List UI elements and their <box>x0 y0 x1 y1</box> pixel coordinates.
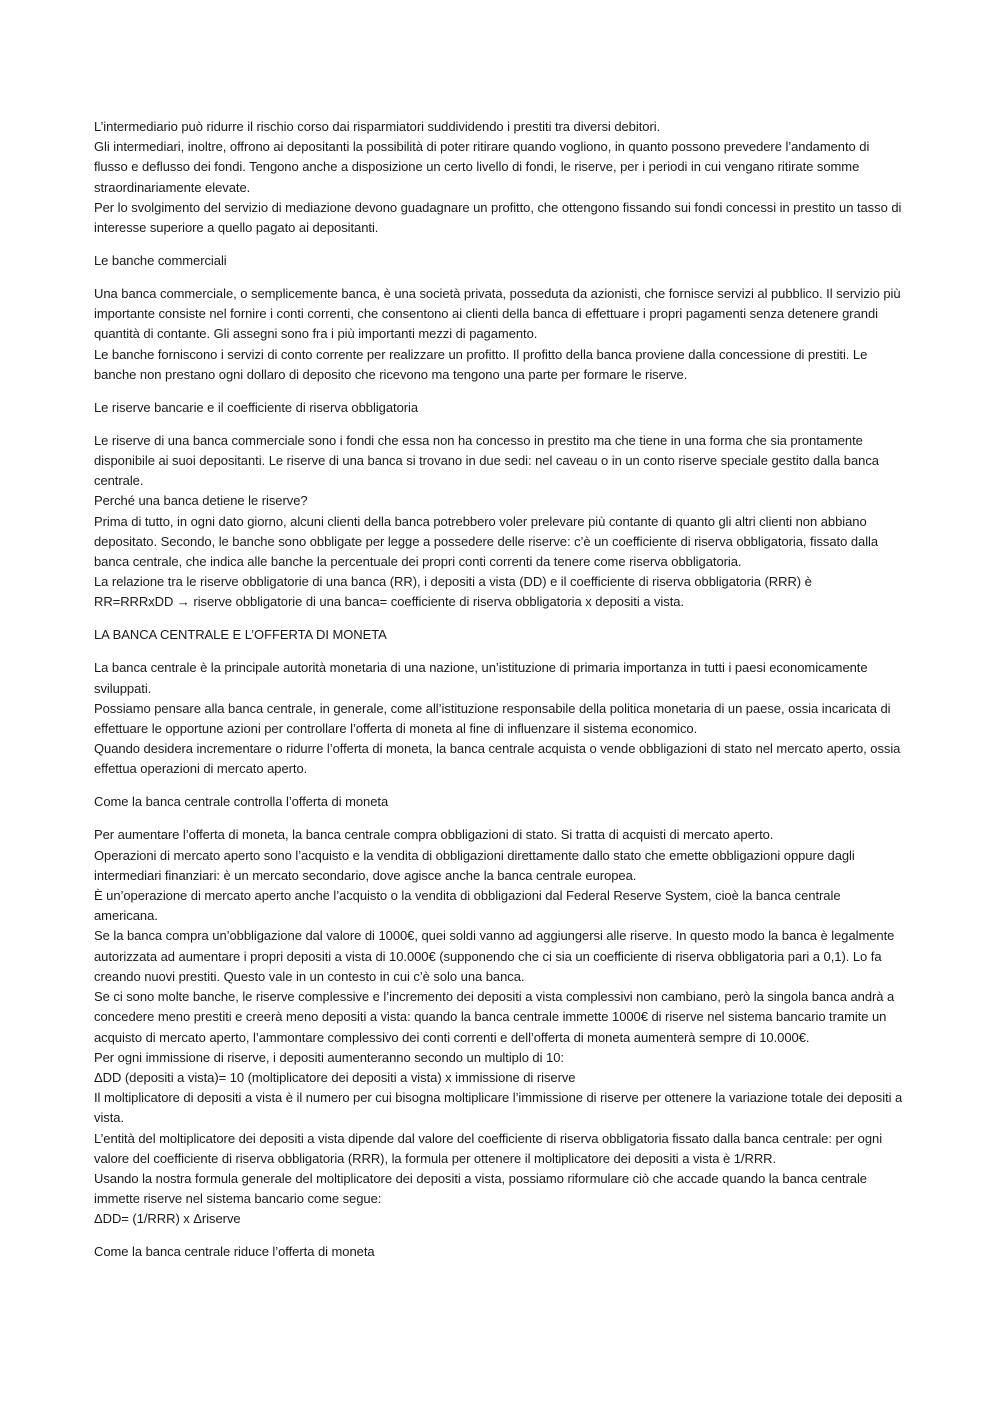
text-line: Per ogni immissione di riserve, i depositi aumenteranno secondo un multiplo di 10: <box>94 1049 564 1065</box>
document-body <box>94 117 906 1275</box>
section-heading: Come la banca centrale controlla l’offerta di moneta <box>94 794 389 810</box>
text-line: Per aumentare l’offerta di moneta, la banca centrale compra obbligazioni di stato. Si tratta di acquisti di mercato aperto. <box>94 827 774 843</box>
text-line: Per lo svolgimento del servizio di mediazione devono guadagnare un profitto, che ottengono fissando sui fondi concessi in prestito un tasso di interesse superiore a quello pagato ai depositanti. <box>94 199 902 236</box>
text-line: Perché una banca detiene le riserve? <box>94 493 308 509</box>
paragraph <box>94 284 906 385</box>
text-line: ΔDD= (1/RRR) x Δriserve <box>94 1211 241 1227</box>
text-line: Se la banca compra un’obbligazione dal valore di 1000€, quei soldi vanno ad aggiungersi alle riserve. In questo modo la banca è legalmente autorizzata ad aumentare i propri depositi a vista di 10.000€ (supponendo che ci sia un coefficiente di riserva obbligatoria pari a 0,1). Lo fa creando nuovi prestiti. Questo vale in un contesto in cui c’è solo una banca. <box>94 928 895 984</box>
paragraph <box>94 825 906 1229</box>
text-line: Se ci sono molte banche, le riserve complessive e l’incremento dei depositi a vista complessivi non cambiano, però la singola banca andrà a concedere meno prestiti e creerà meno depositi a vista: quando la banca centrale immette 1000€ di riserve nel sistema bancario tramite un acquisto di mercato aperto, l’ammontare complessivo dei conti correnti e dell’offerta di moneta aumenterà sempre di 10.000€. <box>94 989 895 1045</box>
text-line: È un’operazione di mercato aperto anche l’acquisto o la vendita di obbligazioni dal Federal Reserve System, cioè la banca centrale americana. <box>94 888 841 924</box>
text-line: Prima di tutto, in ogni dato giorno, alcuni clienti della banca potrebbero voler prelevare più contante di quanto gli altri clienti non abbiano depositato. Secondo, le banche sono obbligate per legge a possedere delle riserve: c’è un coefficiente di riserva obbligatoria, fissato dalla banca centrale, che indica alle banche la percentuale dei propri conti correnti da tenere come riserva obbligatoria. <box>94 513 879 570</box>
text-line: La banca centrale è la principale autorità monetaria di una nazione, un’istituzione di primaria importanza in tutti i paesi economicamente sviluppati. <box>94 660 868 696</box>
text-line: Le riserve di una banca commerciale sono i fondi che essa non ha concesso in prestito ma che tiene in una forma che sia prontamente disponibile ai suoi depositanti. Le riserve di una banca si trovano in due sedi: nel caveau o in un conto riserve speciale gestito dalla banca centrale. <box>94 432 879 489</box>
paragraph <box>94 117 906 238</box>
section-heading: Le banche commerciali <box>94 253 227 269</box>
text-line: RR=RRRxDD → riserve obbligatorie di una banca= coefficiente di riserva obbligatoria x depositi a vista. <box>94 594 685 610</box>
paragraph <box>94 431 906 613</box>
text-line: Gli intermediari, inoltre, offrono ai depositanti la possibilità di poter ritirare quando vogliono, in quanto possono prevedere l’andamento di flusso e deflusso dei fondi. Tengono anche a disposizione un certo livello di fondi, le riserve, per i periodi in cui vengano ritirate somme straordinariamente elevate. <box>94 139 870 195</box>
text-line: Usando la nostra formula generale del moltiplicatore dei depositi a vista, possiamo riformulare ciò che accade quando la banca centrale immette riserve nel sistema bancario come segue: <box>94 1170 867 1207</box>
text-line: Operazioni di mercato aperto sono l’acquisto e la vendita di obbligazioni direttamente dallo stato che emette obbligazioni oppure dagli intermediari finanziari: è un mercato secondario, dove agisce anche la banca centrale europea. <box>94 847 855 883</box>
section-heading: Come la banca centrale riduce l’offerta di moneta <box>94 1244 375 1260</box>
text-line: Le banche forniscono i servizi di conto corrente per realizzare un profitto. Il profitto della banca proviene dalla concessione di prestiti. Le banche non prestano ogni dollaro di deposito che ricevono ma tengono una parte per formare le riserve. <box>94 346 868 382</box>
text-line: L’intermediario può ridurre il rischio corso dai risparmiatori suddividendo i prestiti tra diversi debitori. <box>94 119 661 134</box>
paragraph <box>94 658 906 779</box>
text-line: Possiamo pensare alla banca centrale, in generale, come all’istituzione responsabile della politica monetaria di un paese, ossia incaricata di effettuare le opportune azioni per controllare l’offerta di moneta al fine di influenzare il sistema economico. <box>94 700 891 737</box>
text-line: Il moltiplicatore di depositi a vista è il numero per cui bisogna moltiplicare l’immissione di riserve per ottenere la variazione totale dei depositi a vista. <box>94 1090 903 1126</box>
text-line: Quando desidera incrementare o ridurre l’offerta di moneta, la banca centrale acquista o vende obbligazioni di stato nel mercato aperto, ossia effettua operazioni di mercato aperto. <box>94 741 901 777</box>
text-line: Una banca commerciale, o semplicemente banca, è una società privata, posseduta da azionisti, che fornisce servizi al pubblico. Il servizio più importante consiste nel fornire i conti correnti, che consentono ai clienti della banca di effettuare i propri pagamenti senza detenere grandi quantità di contante. Gli assegni sono fra i più importanti mezzi di pagamento. <box>94 286 901 342</box>
text-line: La relazione tra le riserve obbligatorie di una banca (RR), i depositi a vista (DD) e il coefficiente di riserva obbligatoria (RRR) è <box>94 574 812 590</box>
section-heading: Le riserve bancarie e il coefficiente di riserva obbligatoria <box>94 399 419 415</box>
section-heading: LA BANCA CENTRALE E L’OFFERTA DI MONETA <box>94 627 387 643</box>
text-line: L’entità del moltiplicatore dei depositi a vista dipende dal valore del coefficiente di riserva obbligatoria fissato dalla banca centrale: per ogni valore del coefficiente di riserva obbligatoria (RRR), la formula per ottenere il moltiplicatore dei depositi a vista è 1/RRR. <box>94 1130 883 1166</box>
text-line: ΔDD (depositi a vista)= 10 (moltiplicatore dei depositi a vista) x immissione di riserve <box>94 1069 576 1085</box>
